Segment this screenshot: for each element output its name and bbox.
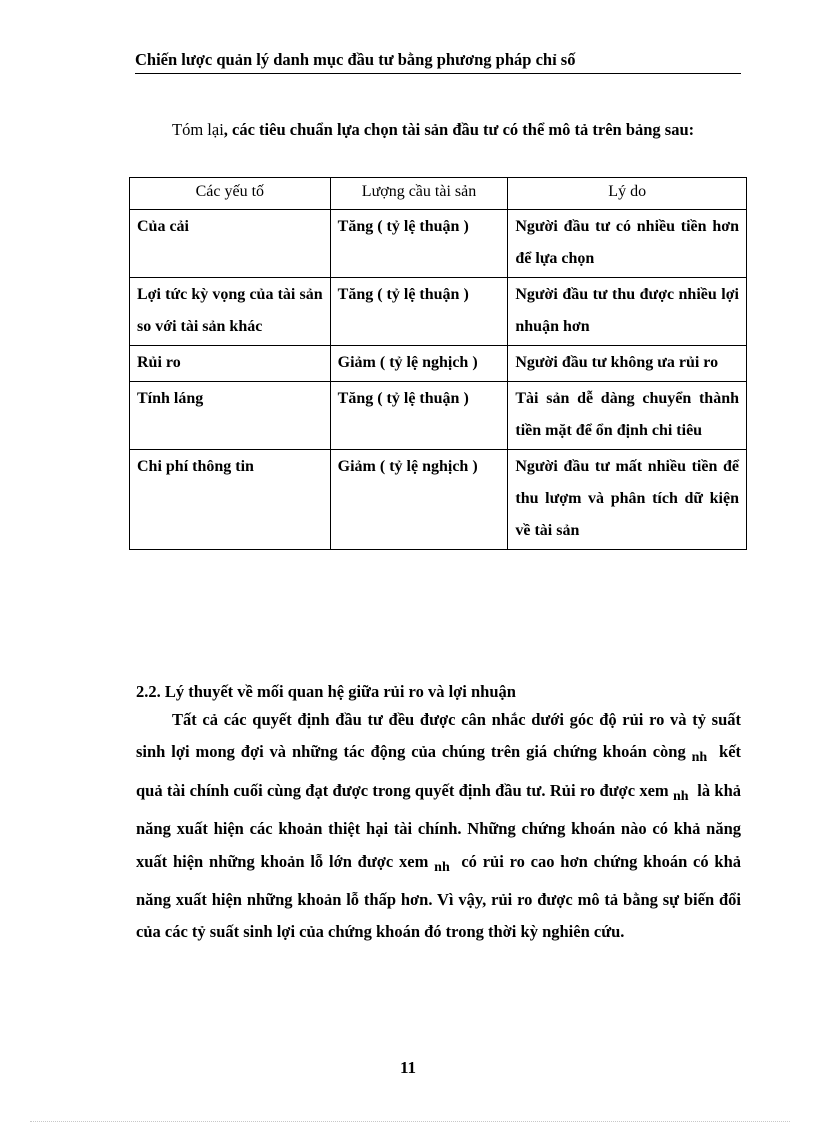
body-text-3: là khả năng xuất hiện các khoản thiệt hại tài chính. Những chứng khoán nào có khả năng xuất hiện những khoản lỗ lớn được xem xyxy=(136,780,741,871)
body-text-2: kết quả tài chính cuối cùng đạt được trong quyết định đầu tư. Rủi ro được xem xyxy=(136,742,742,800)
running-header: Chiến lược quản lý danh mục đầu tư bằng phương pháp chỉ số xyxy=(135,50,741,74)
intro-paragraph xyxy=(136,114,741,146)
cell-reason: Người đầu tư không ưa rủi ro xyxy=(508,346,747,382)
table-row xyxy=(130,210,747,278)
intro-rest: , các tiêu chuẩn lựa chọn tài sản đầu tư có thể mô tả trên bảng sau: xyxy=(223,120,695,139)
subscript-fragment: nh xyxy=(691,750,708,766)
table-row xyxy=(130,450,747,550)
subscript-fragment: nh xyxy=(673,788,689,804)
page-bottom-rule xyxy=(30,1121,790,1122)
body-paragraph xyxy=(136,704,741,949)
table-row xyxy=(130,346,747,382)
cell-factor: Lợi tức kỳ vọng của tài sản so với tài sản khác xyxy=(130,278,331,346)
cell-reason: Người đầu tư có nhiều tiền hơn để lựa chọn xyxy=(508,210,747,278)
page-number: 11 xyxy=(399,1058,417,1077)
cell-factor: Của cải xyxy=(130,210,331,278)
table-row xyxy=(130,382,747,450)
table-header-row xyxy=(130,178,747,210)
criteria-table xyxy=(129,177,747,550)
cell-reason: Người đầu tư mất nhiều tiền để thu lượm và phân tích dữ kiện về tài sản xyxy=(508,450,747,550)
table-row xyxy=(130,278,747,346)
intro-lead: Tóm lại xyxy=(172,120,224,139)
cell-reason: Người đầu tư thu được nhiều lợi nhuận hơn xyxy=(508,278,747,346)
cell-demand: Tăng ( tỷ lệ thuận ) xyxy=(330,278,508,346)
column-header-demand: Lượng cầu tài sản xyxy=(330,178,508,210)
cell-demand: Giảm ( tỷ lệ nghịch ) xyxy=(330,346,508,382)
cell-factor: Tính láng xyxy=(130,382,331,450)
body-text-1: Tất cả các quyết định đầu tư đều được cân nhắc dưới góc độ rủi ro và tỷ suất sinh lợi mong đợi và những tác động của chúng trên giá chứng khoán còng xyxy=(136,710,741,762)
column-header-reason: Lý do xyxy=(508,178,747,210)
body-text-4: có rủi ro cao hơn chứng khoán có khả năng xuất hiện những khoản lỗ thấp hơn. Vì vậy, rủi ro được mô tả bằng sự biến đổi của các tỷ suất sinh lợi của chứng khoán đó trong thời kỳ nghiên cứu. xyxy=(136,851,742,942)
cell-demand: Giảm ( tỷ lệ nghịch ) xyxy=(330,450,508,550)
subscript-fragment: nh xyxy=(434,859,450,875)
cell-reason: Tài sản dễ dàng chuyển thành tiền mặt để ổn định chi tiêu xyxy=(508,382,747,450)
cell-demand: Tăng ( tỷ lệ thuận ) xyxy=(330,382,508,450)
cell-demand: Tăng ( tỷ lệ thuận ) xyxy=(330,210,508,278)
cell-factor: Chi phí thông tin xyxy=(130,450,331,550)
column-header-factor: Các yếu tố xyxy=(130,178,331,210)
section-heading: 2.2. Lý thuyết về mối quan hệ giữa rủi ro và lợi nhuận xyxy=(136,682,516,701)
cell-factor: Rủi ro xyxy=(130,346,331,382)
